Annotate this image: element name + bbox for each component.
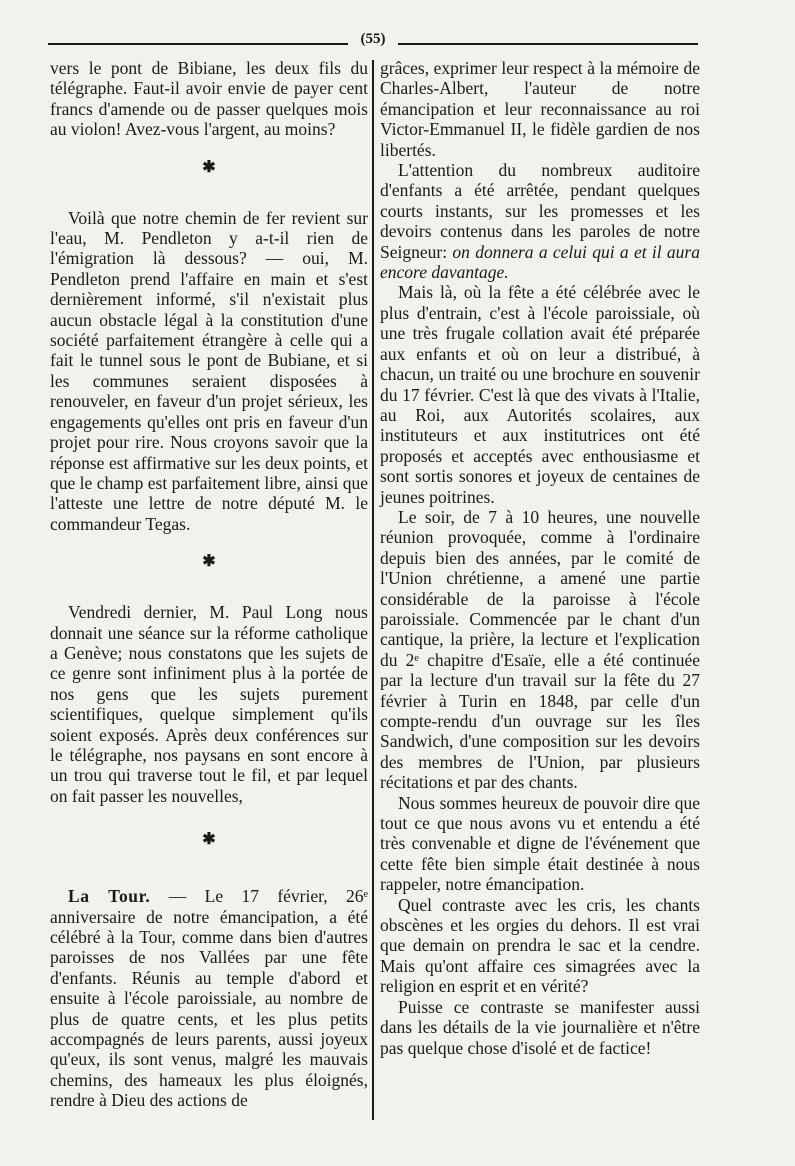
section-separator-3: ✱: [202, 831, 216, 849]
left-paragraph-1: vers le pont de Bibiane, les deux fils du télégraphe. Faut-il avoir envie de payer cent francs d'amende ou de passer quelques mois au violon! Avez-vous l'argent, au moins?: [50, 58, 368, 140]
la-tour-heading: La Tour.: [68, 886, 151, 907]
header-rule-left: [48, 43, 348, 45]
right-paragraph-4: Le soir, de 7 à 10 heures, une nouvelle réunion provoquée, comme à l'ordinaire depuis bien des années, par le comité de l'Union chrétienne, a amené une partie considérable de la paroisse à l'école paroissiale. Commencée par le chant d'un cantique, la prière, la lecture et l'explication du 2ᵉ chapitre d'Esaïe, elle a été continuée par la lecture d'un travail sur la fête du 27 février à Turin en 1848, par celle d'un compte-rendu d'un ouvrage sur les îles Sandwich, d'une composition sur les devoirs des membres de l'Union, par plusieurs récitations et par des chants.: [380, 506, 700, 793]
right-paragraph-7: Puisse ce contraste se manifester aussi dans les détails de la vie journalière et n'être pas quelque chose d'isolé et de factice!: [380, 996, 700, 1058]
right-paragraph-5: Nous sommes heureux de pouvoir dire que tout ce que nous avons vu et entendu a été très convenable et digne de l'événement que cette fête bien simple était destinée à nous rappeler, notre émancipation.: [380, 792, 700, 895]
page-number: (55): [360, 31, 386, 47]
left-column: [50, 58, 368, 1111]
section-separator-2: ✱: [202, 553, 216, 571]
right-paragraph-2-quote: on donnera a celui qui a et il aura encore davantage.: [380, 241, 700, 283]
right-paragraph-2: [380, 160, 700, 282]
right-column: [380, 58, 700, 1058]
left-paragraph-3: Vendredi dernier, M. Paul Long nous donnait une séance sur la réforme catholique a Genève; nous constatons que les sujets de ce genre sont infiniment plus à la portée de nos gens que les sujets purement scientifiques, quelque simplement qu'ils soient exposés. Après deux conférences sur le télégraphe, nos paysans en sont encore à un trou qui traverse tout le fil, et par lequel on fait passer les nouvelles,: [50, 602, 368, 806]
la-tour-paragraph: [50, 886, 368, 1110]
right-paragraph-1: grâces, exprimer leur respect à la mémoire de Charles-Albert, l'auteur de notre émancipation et leur reconnaissance au roi Victor-Emmanuel II, le fidèle gardien de nos libertés.: [380, 58, 700, 160]
left-paragraph-2: Voilà que notre chemin de fer revient sur l'eau, M. Pendleton y a-t-il rien de l'émigration là dessous? — oui, M. Pendleton prend l'affaire en main et s'est dernièrement informé, s'il n'existait plus aucun obstacle légal à la constitution d'une société parfaitement étrangère à celle qui a fait le tunnel sous le pont de Bubiane, et si les communes seraient disposées à renouveler, en faveur d'un projet sérieux, les engagements qu'elles ont pris en faveur d'un projet pour rire. Nous croyons savoir que la réponse est affirmative sur les deux points, et que le champ est parfaitement libre, ainsi que l'atteste une lettre de notre député M. le commandeur Tegas.: [50, 207, 368, 534]
right-paragraph-2-text: L'attention du nombreux auditoire d'enfants a été arrêtée, pendant quelques courts instants, sur les promesses et les devoirs contenus dans les paroles de notre Seigneur:: [380, 160, 700, 262]
right-paragraph-3: Mais là, où la fête a été célébrée avec le plus d'entrain, c'est à l'école paroissiale, où une très frugale collation avait été préparée aux enfants et où on leur a distribué, à chacun, un traité ou une brochure en souvenir du 17 février. C'est là que des vivats à l'Italie, au Roi, aux Autorités scolaires, aux instituteurs et aux institutrices ont été proposés et acceptés avec enthousiasme et sont sortis sonores et joyeux de centaines de jeunes poitrines.: [380, 282, 700, 507]
column-divider: [372, 60, 374, 1120]
la-tour-text: — Le 17 février, 26ᵉ anniversaire de notre émancipation, a été célébré à la Tour, comme dans bien d'autres paroisses de nos Vallées par une fête d'enfants. Réunis au temple d'abord et ensuite à l'école paroissiale, au nombre de plus de quatre cents, et les plus petits accompagnés de leurs parents, aussi joyeux qu'eux, ils sont venus, malgré les mauvais chemins, des hameaux les plus éloignés, rendre à Dieu des actions de: [50, 886, 368, 1111]
right-paragraph-6: Quel contraste avec les cris, les chants obscènes et les orgies du dehors. Il est vrai que demain on prendra le sac et la cendre. Mais qu'ont affaire ces simagrées avec la religion en esprit et en vérité?: [380, 894, 700, 997]
header-rule-right: [398, 43, 698, 45]
section-separator-1: ✱: [202, 158, 216, 176]
